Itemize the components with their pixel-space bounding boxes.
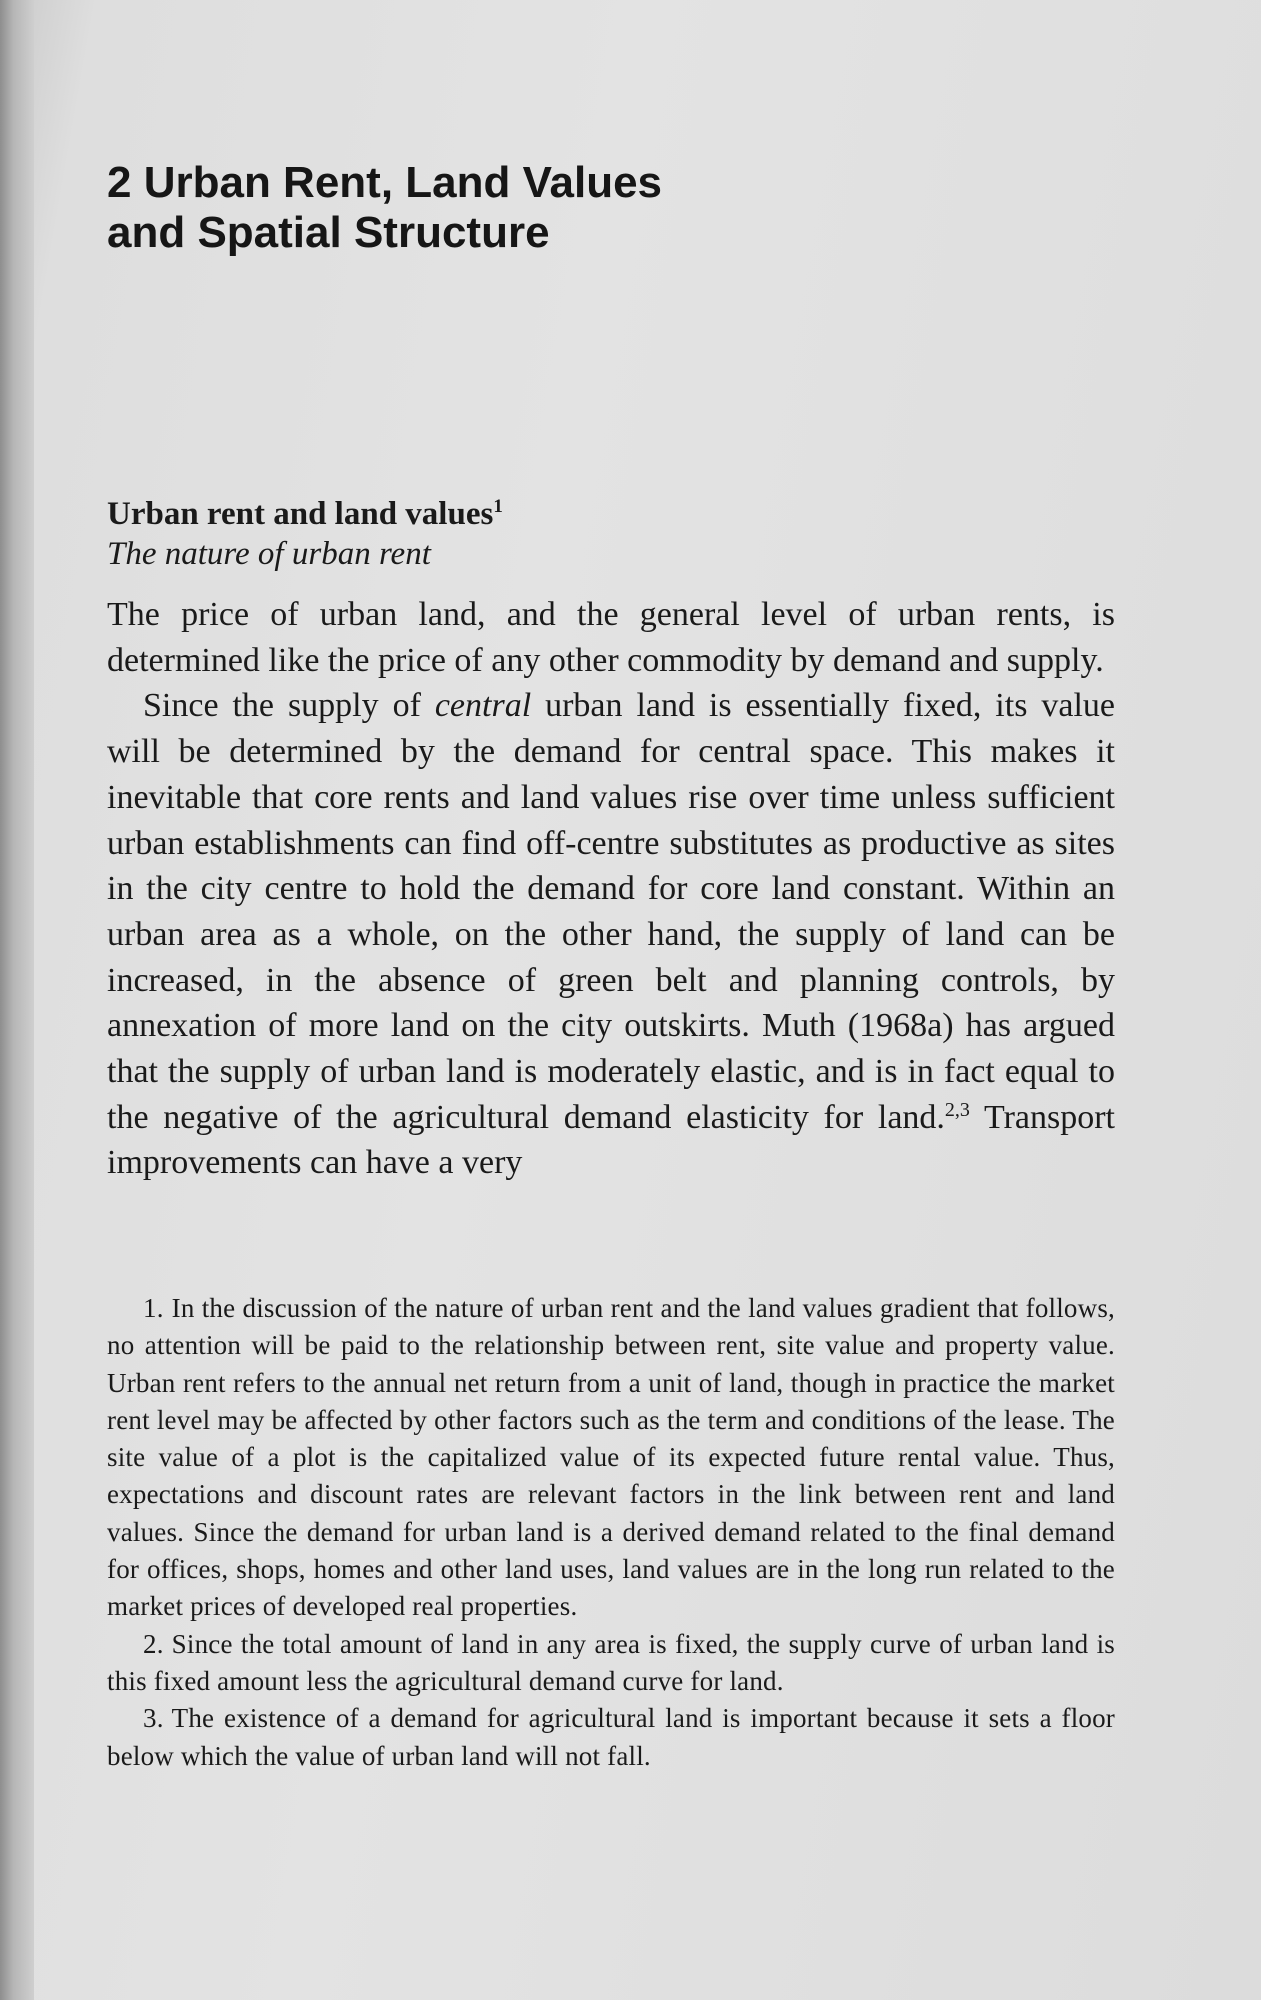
footnote-text: Since the total amount of land in any area is fixed, the supply curve of urban land is this fixed amount less the agricultural demand curve for land. [107,1628,1115,1696]
chapter-title-line-2: and Spatial Structure [107,208,550,257]
footnote-3 [107,1700,1115,1775]
subsection-heading: The nature of urban rent [107,536,431,572]
section-heading [107,487,503,534]
footnote-text: In the discussion of the nature of urban rent and the land values gradient that follows, no attention will be paid to the relationship between rent, site value and property value. Urban rent refers to the annual net return from a unit of land, though in practice the market rent level may be affected by other factors such as the term and conditions of the lease. The site value of a plot is the capitalized value of its expected future rental value. Thus, expectations and discount rates are relevant factors in the link between rent and land values. Since the demand for urban land is a derived demand related to the final demand for offices, shops, homes and other land uses, land values are in the long run related to the market prices of developed real properties. [107,1293,1115,1622]
footnotes [107,1290,1115,1775]
section-heading-text: Urban rent and land values [107,496,494,532]
paragraph-2-start: Since the supply of [143,687,435,725]
body-text [107,592,1115,1186]
paragraph-2 [107,683,1115,1186]
footnote-number: 2. [143,1628,164,1659]
footnote-text: The existence of a demand for agricultural land is important because it sets a floor below which the value of urban land will not fall. [107,1703,1115,1771]
chapter-title-line-1: 2 Urban Rent, Land Values [107,158,663,207]
footnote-number: 3. [143,1703,164,1734]
paragraph-2-end: Transport improvements can have a very [107,1098,1115,1182]
book-spine-shadow [0,0,34,2000]
footnote-number: 1. [143,1293,164,1323]
paragraph-2-middle: urban land is essentially fixed, its value will be determined by the demand for central space. This makes it inevitable that core rents and land values rise over time unless sufficient urban establishments can find off-centre substitutes as productive as sites in the city centre to hold the demand for core land constant. Within an urban area as a whole, on the other hand, the supply of land can be increased, in the absence of green belt and planning controls, by annexation of more land on the city outskirts. Muth (1968a) has argued that the supply of urban land is moderately elastic, and is in fact equal to the negative of the agricultural demand elasticity for land. [107,687,1115,1136]
footnote-1 [107,1290,1115,1626]
paragraph-1: The price of urban land, and the general level of urban rents, is determined like the price of any other commodity by demand and supply. [107,596,1115,679]
emphasis-central: central [434,687,532,725]
footnote-2 [107,1626,1115,1701]
footnote-ref-2-3: 2,3 [944,1098,970,1121]
footnote-ref-1: 1 [493,496,503,517]
chapter-title [107,158,867,258]
